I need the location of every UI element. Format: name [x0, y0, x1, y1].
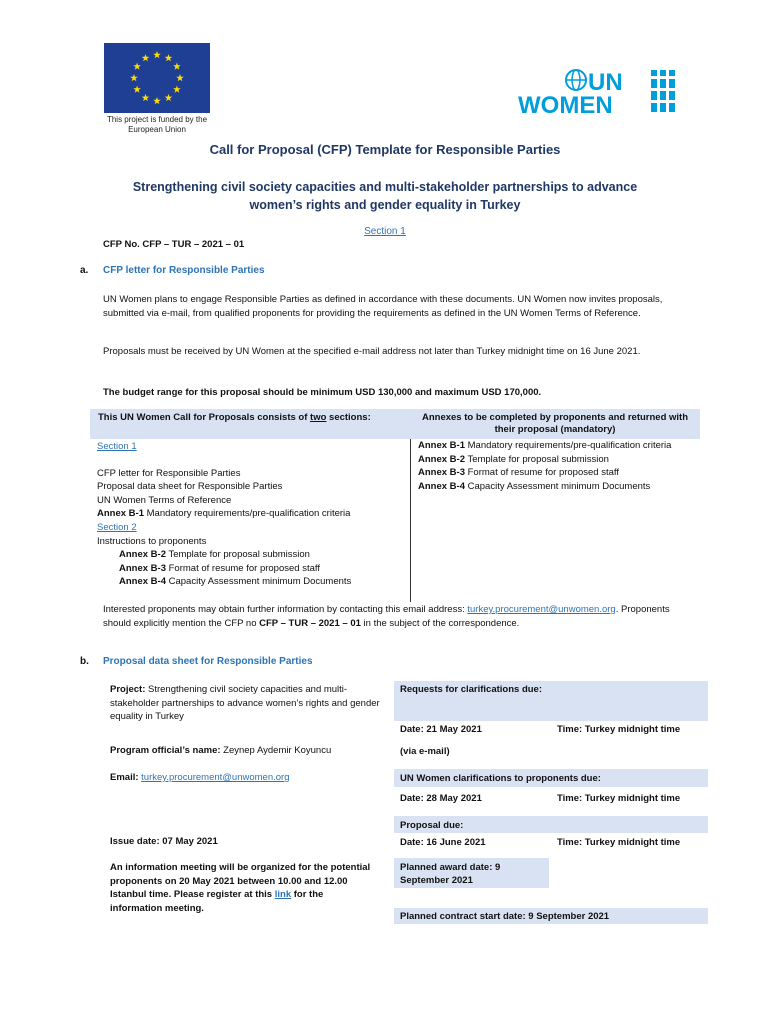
budget-paragraph: The budget range for this proposal should be minimum USD 130,000 and maximum USD 170,000.: [103, 387, 542, 398]
un-women-logo: [518, 66, 678, 116]
section1-link-wrap: [0, 226, 770, 237]
email-field: Email: turkey.procurement@unwomen.org: [110, 772, 290, 783]
table-section2-link[interactable]: Section 2: [97, 521, 137, 533]
eu-stars-icon: [104, 43, 210, 113]
list-item: Annex B-4 Capacity Assessment minimum Documents: [119, 576, 352, 588]
section-a-letter: a.: [80, 265, 89, 276]
list-item: CFP letter for Responsible Parties: [97, 467, 241, 479]
proposal-due-label: Proposal due:: [400, 820, 464, 831]
list-item: Annex B-2 Template for proposal submission: [119, 549, 310, 561]
un-clarification-label: UN Women clarifications to proponents due:: [400, 773, 601, 784]
register-link[interactable]: link: [274, 889, 292, 901]
info-meeting: An information meeting will be organized for the potential proponents on 20 May 2021 between 10.00 and 12.00 Istanbul time. Please register at this link for the information meeting.: [110, 862, 371, 914]
section-a-heading: CFP letter for Responsible Parties: [103, 265, 265, 276]
globe-icon: [566, 70, 586, 90]
clarification-request-label: Requests for clarifications due:: [400, 684, 543, 695]
list-item: Annex B-3 Format of resume for proposed staff: [418, 467, 619, 479]
table-header-annexes: Annexes to be completed by proponents and returned with their proposal (mandatory): [410, 409, 700, 439]
proposal-date: Date: 16 June 2021: [400, 837, 486, 848]
proposal-time: Time: Turkey midnight time: [557, 837, 681, 848]
eu-flag-logo: [104, 43, 210, 113]
deadline-paragraph: Proposals must be received by UN Women at the specified e-mail address not later than Turkey midnight time on 16 June 2021.: [103, 346, 641, 357]
list-item: Proposal data sheet for Responsible Parties: [97, 481, 283, 493]
clarification-time: Time: Turkey midnight time: [557, 724, 681, 735]
list-item: Annex B-2 Template for proposal submission: [418, 453, 609, 465]
intro-paragraph: UN Women plans to engage Responsible Parties as defined in accordance with these documents. UN Women now invites proposals, submitted via e-mail, from qualified proponents for providing the requirements as defined in the UN Women Terms of Reference.: [103, 294, 663, 319]
un-clarification-date: Date: 28 May 2021: [400, 793, 482, 804]
page-subtitle: [0, 178, 770, 214]
list-item: Annex B-1 Mandatory requirements/pre-qualification criteria: [418, 440, 672, 451]
table-header-sections: This UN Women Call for Proposals consists of two sections:: [90, 409, 410, 439]
via-email: (via e-mail): [400, 746, 450, 757]
table-divider: [410, 439, 411, 602]
list-item: Annex B-4 Capacity Assessment minimum Documents: [418, 480, 651, 492]
page-title: Call for Proposal (CFP) Template for Responsible Parties: [209, 142, 561, 157]
award-date: Planned award date: 9 September 2021: [400, 862, 501, 886]
section-b-letter: b.: [80, 656, 89, 667]
datasheet-email-link[interactable]: turkey.procurement@unwomen.org: [141, 772, 290, 783]
section-b-heading: Proposal data sheet for Responsible Parties: [103, 656, 313, 667]
contact-email-link[interactable]: turkey.procurement@unwomen.org: [467, 604, 616, 615]
list-item: Instructions to proponents: [97, 535, 207, 547]
table-cell-annexes: [418, 439, 698, 493]
un-clarification-time: Time: Turkey midnight time: [557, 793, 681, 804]
table-cell-sections: [97, 439, 407, 589]
women-symbol-icon: [646, 70, 678, 112]
eu-caption: This project is funded by the European Union: [106, 115, 208, 134]
contract-date: Planned contract start date: 9 September 2021: [400, 911, 610, 922]
contact-paragraph: Interested proponents may obtain further information by contacting this email address: turkey.procurement@unwomen.org. Proponents should explicitly mention the CFP no CFP – TUR – 2021 – 01 in the subject of the correspondence.: [103, 604, 670, 629]
table-section1-link[interactable]: Section 1: [97, 441, 137, 452]
project-field: Project: Strengthening civil society capacities and multi-stakeholder partnerships to advance women’s rights and gender equality in Turkey: [110, 684, 380, 723]
list-item: Annex B-1 Mandatory requirements/pre-qualification criteria: [97, 508, 351, 520]
subtitle-text: Strengthening civil society capacities and multi-stakeholder partnerships to advance women’s rights and gender equality in Turkey: [132, 180, 638, 212]
official-field: Program official’s name: Zeynep Aydemir Koyuncu: [110, 745, 332, 756]
logo-text-women: WOMEN: [518, 92, 613, 116]
cfp-number: CFP No. CFP – TUR – 2021 – 01: [103, 239, 245, 250]
clarification-date: Date: 21 May 2021: [400, 724, 482, 735]
list-item: Annex B-3 Format of resume for proposed staff: [119, 562, 320, 574]
section1-link[interactable]: Section 1: [364, 226, 406, 237]
issue-date: Issue date: 07 May 2021: [110, 836, 218, 847]
list-item: UN Women Terms of Reference: [97, 494, 232, 506]
logo-text-un: UN: [588, 69, 623, 96]
